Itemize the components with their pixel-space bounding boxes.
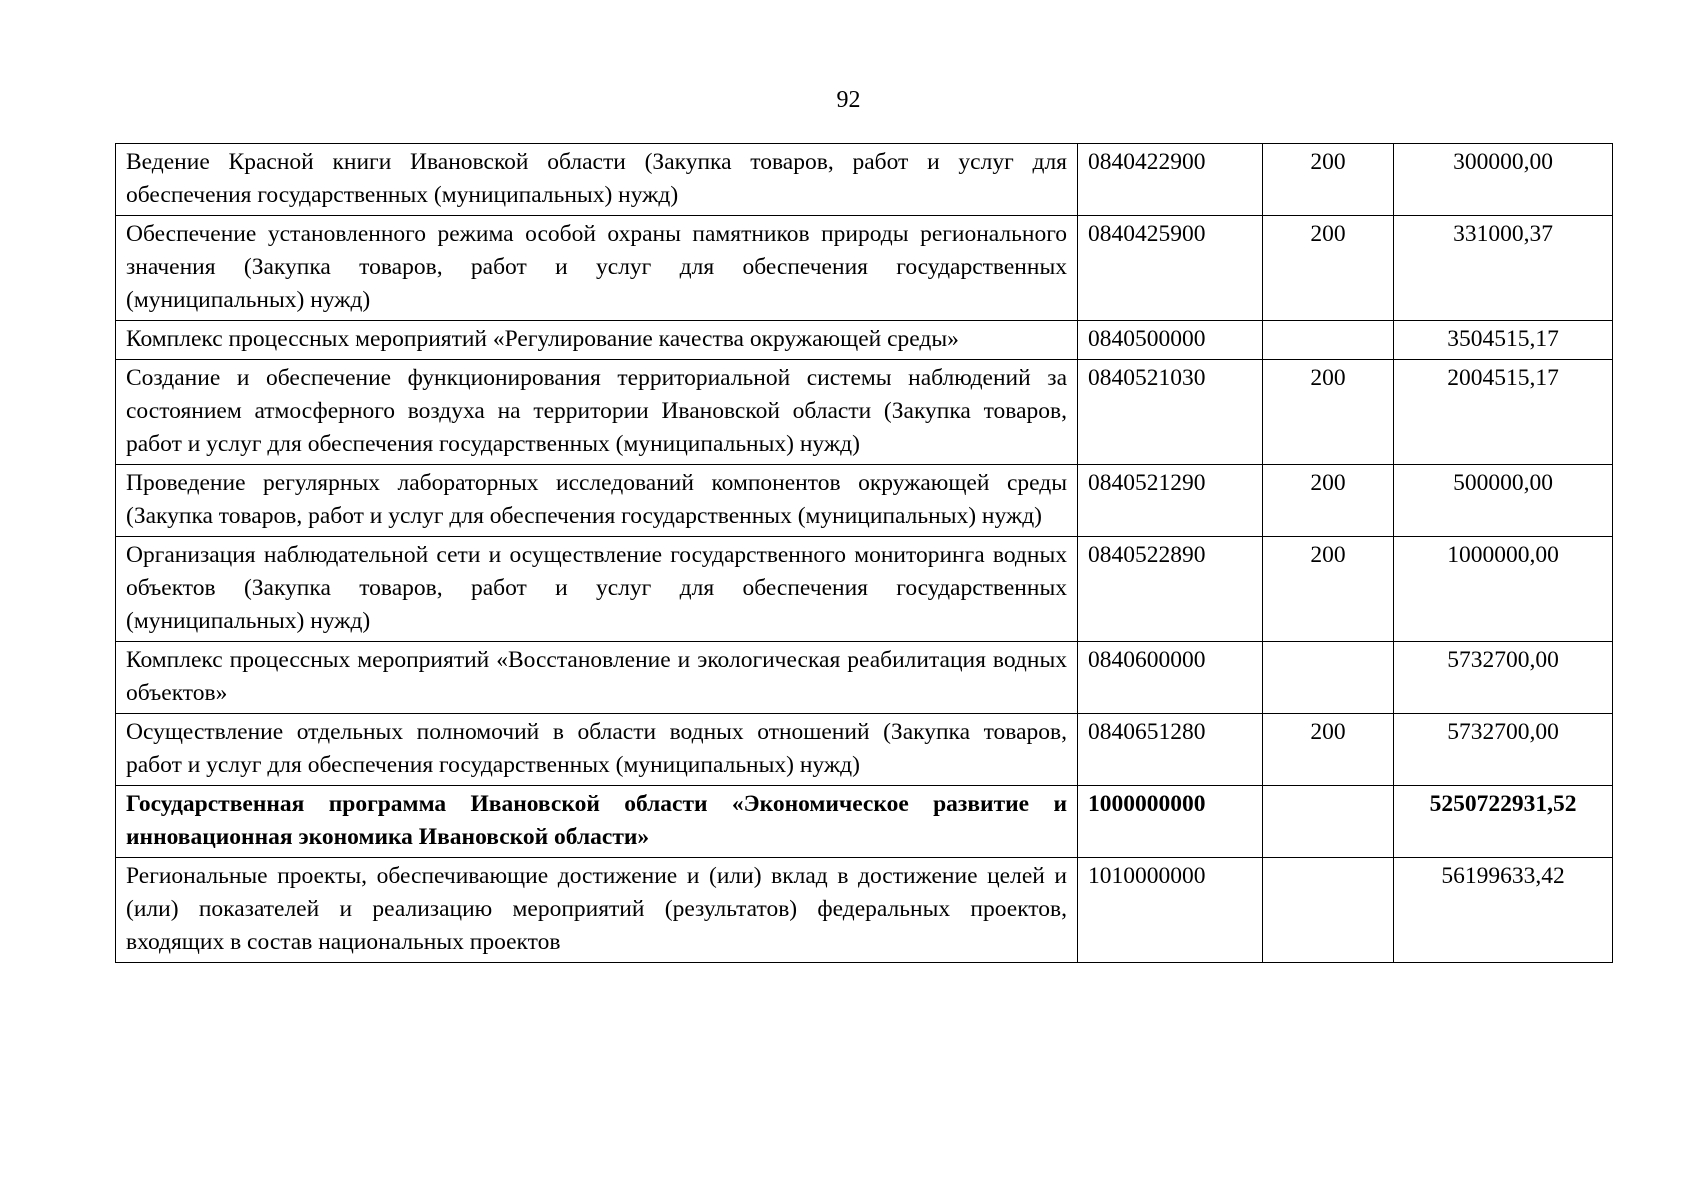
row-code: 1010000000 [1078, 858, 1263, 963]
budget-table [115, 143, 1613, 963]
row-amount: 500000,00 [1394, 465, 1613, 537]
row-amount: 5250722931,52 [1394, 786, 1613, 858]
table-row [116, 465, 1613, 537]
row-name: Создание и обеспечение функционирования территориальной системы наблюдений за состоянием атмосферного воздуха на территории Ивановской области (Закупка товаров, работ и услуг для обеспечения государственных (муниципальных) нужд) [116, 360, 1078, 465]
row-name: Проведение регулярных лабораторных исследований компонентов окружающей среды (Закупка товаров, работ и услуг для обеспечения государственных (муниципальных) нужд) [116, 465, 1078, 537]
row-name: Ведение Красной книги Ивановской области (Закупка товаров, работ и услуг для обеспечения государственных (муниципальных) нужд) [116, 144, 1078, 216]
row-code: 0840600000 [1078, 642, 1263, 714]
row-code: 0840425900 [1078, 216, 1263, 321]
row-amount: 331000,37 [1394, 216, 1613, 321]
row-amount: 56199633,42 [1394, 858, 1613, 963]
table-row [116, 786, 1613, 858]
row-amount: 5732700,00 [1394, 714, 1613, 786]
row-code: 0840651280 [1078, 714, 1263, 786]
row-code: 0840500000 [1078, 321, 1263, 360]
table-row [116, 858, 1613, 963]
row-code: 0840521030 [1078, 360, 1263, 465]
row-type [1263, 321, 1394, 360]
row-amount: 3504515,17 [1394, 321, 1613, 360]
row-type: 200 [1263, 360, 1394, 465]
row-type: 200 [1263, 465, 1394, 537]
row-type: 200 [1263, 537, 1394, 642]
table-row [116, 714, 1613, 786]
row-name: Комплекс процессных мероприятий «Регулирование качества окружающей среды» [116, 321, 1078, 360]
row-amount: 1000000,00 [1394, 537, 1613, 642]
row-code: 0840522890 [1078, 537, 1263, 642]
page-number: 92 [836, 87, 861, 113]
row-name: Обеспечение установленного режима особой охраны памятников природы регионального значения (Закупка товаров, работ и услуг для обеспечения государственных (муниципальных) нужд) [116, 216, 1078, 321]
row-name: Комплекс процессных мероприятий «Восстановление и экологическая реабилитация водных объектов» [116, 642, 1078, 714]
table-row [116, 642, 1613, 714]
row-type: 200 [1263, 144, 1394, 216]
table-row [116, 360, 1613, 465]
table-row [116, 321, 1613, 360]
table-row [116, 216, 1613, 321]
row-code: 0840422900 [1078, 144, 1263, 216]
row-type [1263, 642, 1394, 714]
row-type [1263, 858, 1394, 963]
row-name: Государственная программа Ивановской области «Экономическое развитие и инновационная экономика Ивановской области» [116, 786, 1078, 858]
row-amount: 2004515,17 [1394, 360, 1613, 465]
row-name: Осуществление отдельных полномочий в области водных отношений (Закупка товаров, работ и услуг для обеспечения государственных (муниципальных) нужд) [116, 714, 1078, 786]
row-amount: 300000,00 [1394, 144, 1613, 216]
table-row [116, 144, 1613, 216]
row-type: 200 [1263, 714, 1394, 786]
row-code: 1000000000 [1078, 786, 1263, 858]
row-name: Региональные проекты, обеспечивающие достижение и (или) вклад в достижение целей и (или) показателей и реализацию мероприятий (результатов) федеральных проектов, входящих в состав национальных проектов [116, 858, 1078, 963]
row-amount: 5732700,00 [1394, 642, 1613, 714]
row-code: 0840521290 [1078, 465, 1263, 537]
table-row [116, 537, 1613, 642]
row-name: Организация наблюдательной сети и осуществление государственного мониторинга водных объектов (Закупка товаров, работ и услуг для обеспечения государственных (муниципальных) нужд) [116, 537, 1078, 642]
row-type [1263, 786, 1394, 858]
row-type: 200 [1263, 216, 1394, 321]
